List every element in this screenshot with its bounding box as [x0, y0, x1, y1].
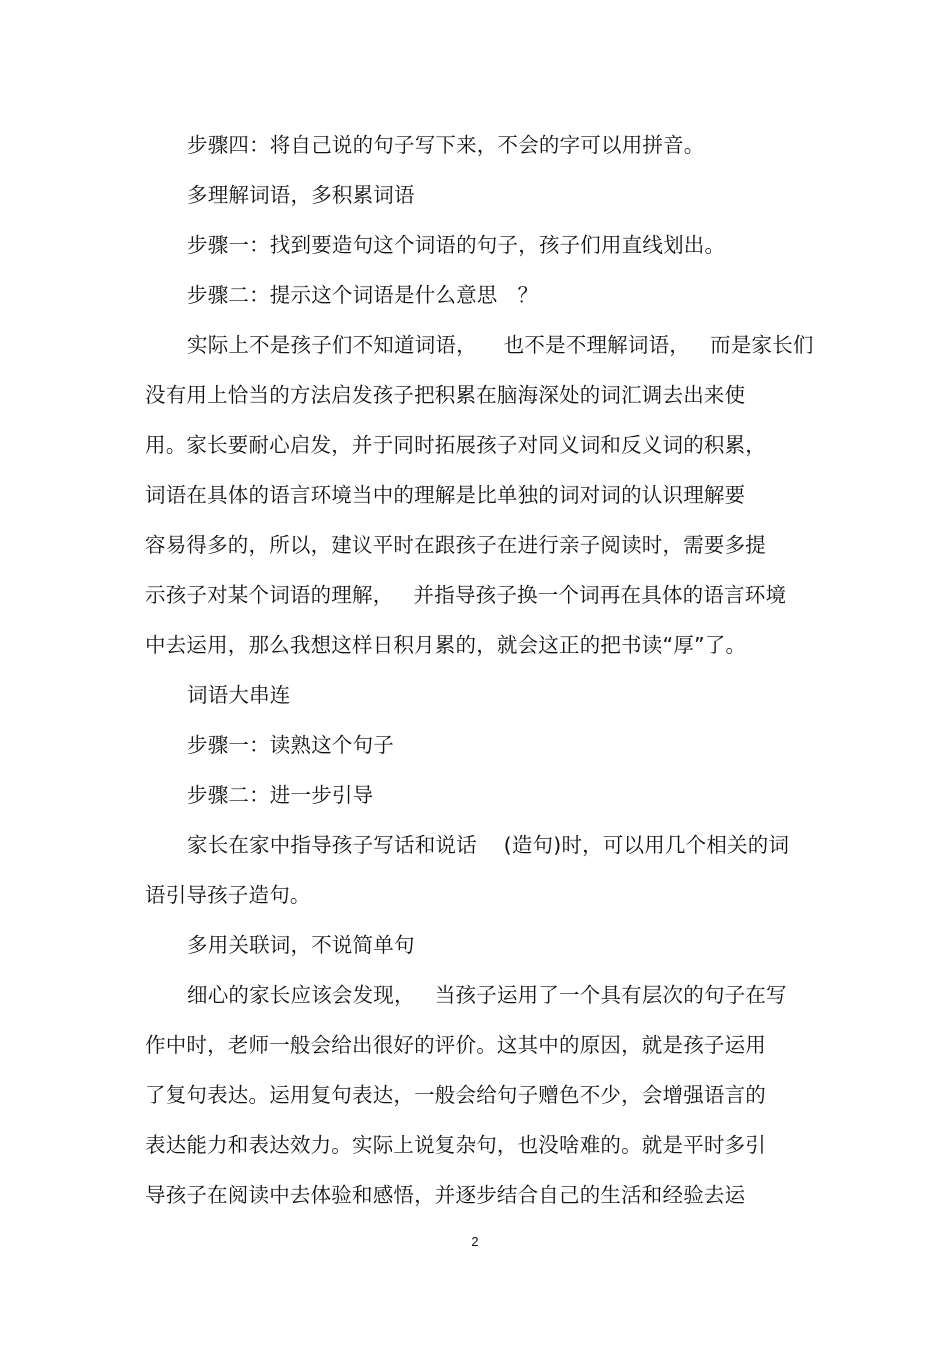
section-heading: 多理解词语，多积累词语 — [187, 183, 415, 207]
paragraph-line: 用。家长要耐心启发，并于同时拓展孩子对同义词和反义词的积累， — [145, 433, 766, 457]
section-heading: 词语大串连 — [187, 683, 291, 707]
paragraph-line: 步骤二：提示这个词语是什么意思 ？ — [187, 283, 539, 307]
paragraph-line: 家长在家中指导孩子写话和说话 (造句)时，可以用几个相关的词 — [187, 833, 790, 857]
paragraph-line: 步骤一：找到要造句这个词语的句子，孩子们用直线划出。 — [187, 233, 726, 257]
paragraph-line: 表达能力和表达效力。实际上说复杂句，也没啥难的。就是平时多引 — [145, 1133, 766, 1157]
paragraph-line: 了复句表达。运用复句表达，一般会给句子赠色不少，会增强语言的 — [145, 1083, 766, 1107]
paragraph-line: 细心的家长应该会发现， 当孩子运用了一个具有层次的句子在写 — [187, 983, 787, 1007]
paragraph-line: 步骤一：读熟这个句子 — [187, 733, 394, 757]
paragraph-line: 步骤二：进一步引导 — [187, 783, 374, 807]
page-number: 2 — [471, 1234, 479, 1249]
paragraph-line: 示孩子对某个词语的理解， 并指导孩子换一个词再在具体的语言环境 — [145, 583, 787, 607]
paragraph-line: 导孩子在阅读中去体验和感悟，并逐步结合自己的生活和经验去运 — [145, 1183, 746, 1207]
paragraph-line: 容易得多的，所以，建议平时在跟孩子在进行亲子阅读时，需要多提 — [145, 533, 766, 557]
paragraph-line: 步骤四：将自己说的句子写下来，不会的字可以用拼音。 — [187, 133, 705, 157]
paragraph-line: 实际上不是孩子们不知道词语， 也不是不理解词语， 而是家长们 — [187, 333, 814, 357]
paragraph-line: 作中时，老师一般会给出很好的评价。这其中的原因，就是孩子运用 — [145, 1033, 766, 1057]
paragraph-line: 语引导孩子造句。 — [145, 883, 311, 907]
paragraph-line: 词语在具体的语言环境当中的理解是比单独的词对词的认识理解要 — [145, 483, 746, 507]
paragraph-line: 中去运用，那么我想这样日积月累的，就会这正的把书读“厚”了。 — [145, 633, 747, 657]
paragraph-line: 没有用上恰当的方法启发孩子把积累在脑海深处的词汇调去出来使 — [145, 383, 746, 407]
section-heading: 多用关联词，不说简单句 — [187, 933, 415, 957]
